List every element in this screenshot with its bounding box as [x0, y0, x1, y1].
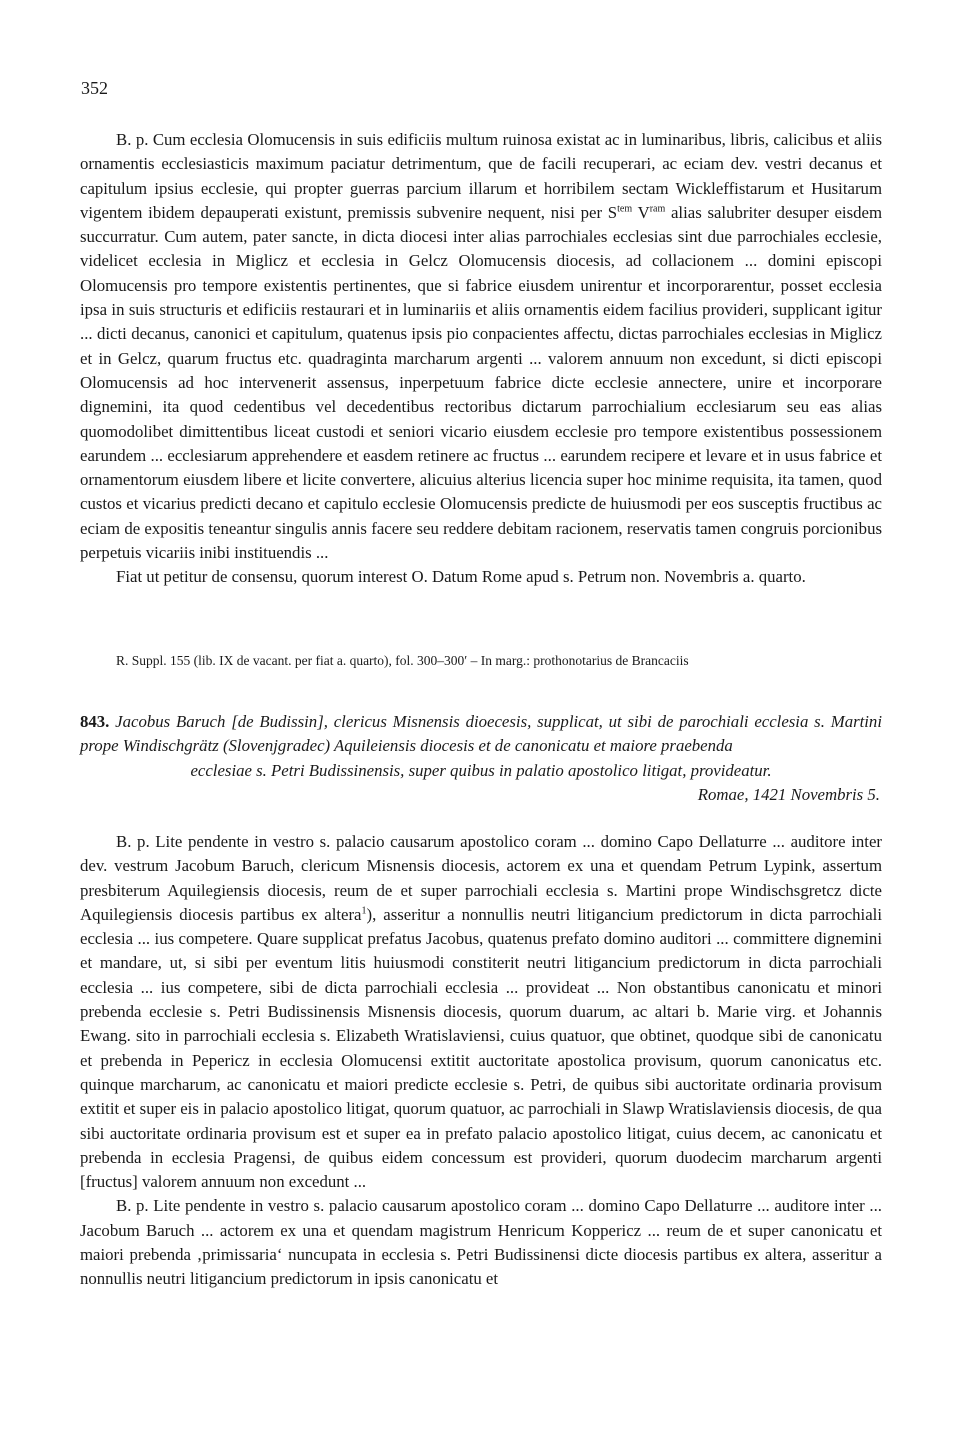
- text-span: alias salubriter desuper eisdem succurratur. Cum autem, pater sancte, in dicta diocesi inter alias parrochiales ecclesias sint due parrochiales ecclesie, videlicet ecclesia in Miglicz et ecclesia in Gelcz Olomucensis diocesis, ad collacionem ... domini episcopi Olomucensis pro tempore existentis pertinentes, que si fabrice eiusdem unirentur et incorporarentur, posset ecclesia ipsa in suis structuris et edificiis restaurari et in luminariis et aliis ornamentis eidem facilius provideri, supplicant igitur ... dicti decanus, canonici et capitulum, quatenus ipsis pio conpacientes affectu, dictas parrochiales ecclesias in Miglicz et in Gelcz, quarum fructus etc. quadraginta marcharum argenti ... valorem annuum non excedunt, si dicti episcopi Olomucensis ad hoc intervenerit assensus, inperpetuum fabrice dicte ecclesie annectere, unire et incorporare dignemini, ita quod cedentibus vel decedentibus rectoribus dictarum parrochialium ecclesiarum seu eas alias quomodolibet dimittentibus liceat custodi et seniori vicario eiusdem ecclesie pro tempore existentibus possessionem earundem ... ecclesiarum apprehendere et easdem retinere ac fructus ... earundem recipere et levare et in usus fabrice et ornamentorum eiusdem libere et licite convertere, alicuius alterius licencia super hoc minime requisita, ita tamen, quod custos et vicarius predicti decano et capitulo ecclesie Olomucensis predicte de huiusmodi per eos susceptis fructibus ac eciam de expositis teneantur singulis annis facere seu reddere debitam racionem, reservatis tamen congruis porcionibus perpetuis vicariis inibi instituendis ...: [80, 202, 882, 563]
- petition-text-block: [80, 128, 882, 590]
- entry-paragraph: [80, 830, 882, 1194]
- entry-date: Romae, 1421 Novembris 5.: [697, 785, 880, 804]
- entry-paragraph: B. p. Lite pendente in vestro s. palacio causarum apostolico coram ... domino Capo Dellaturre ... auditore inter ... Jacobum Baruch ... actorem ex una et quendam magistrum Henricum Koppericz ... reum de et super canonicatu et maiori prebenda ‚primissaria‘ nuncupata in ecclesia s. Petri Budissinensi dicte diocesis partibus ex altera, asseritur a nonnullis neutri litigancium predictorum in ipsis canonicatu et: [80, 1196, 882, 1289]
- fiat-paragraph: Fiat ut petitur de consensu, quorum interest O. Datum Rome apud s. Petrum non. Novembris a. quarto.: [116, 567, 806, 587]
- text-span: ), asseritur a nonnullis neutri litigancium predictorum in dicta parrochiali ecclesia ... ius competere. Quare supplicat prefatus Jacobus, quatenus prefato domino auditori ... committere dignemini et mandare, ut, si sibi per eventum litis huiusmodi constiterit neutri litigancium predictorum in dicta parrochiali ecclesia ... ius competere, sibi de dicta parrochiali ecclesia ... provideat ... Non obstantibus canonicatu et minori prebenda ecclesie s. Petri Budissinensis Misnensis diocesis, quorum duarum, ac altari b. Marie virg. et Johannis Ewang. sito in parrochiali ecclesia s. Elizabeth Wratislaviensi, cuius quatuor, que obtinet, quodque sibi de canonicatu et prebenda in Pepericz in ecclesia Olomucensi extitit auctoritate apostolica provisum, quorum canonicatus etc. quinque marcharum, ac canonicatu et maiori predicte ecclesie s. Petri, de quibus sibi auctoritate ordinaria provisum extitit et super eis in palacio apostolico litigat, quorum quatuor, ac parrochiali in Slawp Wratislaviensis diocesis, de qua sibi auctoritate ordinaria provisum est et super ea in prefato palacio apostolico litigat, cuius decem, ac canonicatu et prebenda in ecclesia Pragensi, de quibus eidem concessum est provideri, quorum duodecim marcharum argenti [fructus] valorem annuum non excedunt ...: [80, 904, 882, 1192]
- entry-number: 843.: [80, 712, 110, 731]
- superscript: tem: [617, 203, 633, 215]
- entry-summary-center: ecclesiae s. Petri Budissinensis, super quibus in palatio apostolico litigat, provideatur.: [190, 760, 772, 780]
- source-note: R. Suppl. 155 (lib. IX de vacant. per fiat a. quarto), fol. 300–300′ – In marg.: prothonotarius de Brancaciis: [116, 653, 689, 668]
- text-span: B. p. Cum ecclesia Olomucensis in suis edificiis multum ruinosa existat ac in luminaribus, libris, calicibus et aliis ornamentis ecclesiasticis maximum paciatur detrimentum, que de facili recuperari, ac eciam dev. vestri decanus et capitulum ipsius ecclesie, qui propter guerras parcium illarum et horribilem sectam Wickleffistarum et Husitarum vigentem ibidem depauperati existunt, premissis subvenire nequent, nisi per S: [80, 130, 882, 222]
- petition-paragraph: [80, 128, 882, 565]
- superscript: ram: [649, 203, 666, 215]
- page-number: 352: [81, 78, 108, 98]
- footnote-marker: 1: [361, 905, 367, 917]
- entry-heading: [80, 710, 882, 783]
- text-span: V: [632, 202, 650, 222]
- entry-text-block: [80, 830, 882, 1292]
- entry-summary: Jacobus Baruch [de Budissin], clericus Misnensis dioecesis, supplicat, ut sibi de parochiali ecclesia s. Martini prope Windischgrätz (Slovenjgradec) Aquileiensis diocesis et de canonicatu et maiore praebenda: [80, 712, 882, 756]
- text-span: B. p. Lite pendente in vestro s. palacio causarum apostolico coram ... domino Capo Dellaturre ... auditore inter dev. vestrum Jacobum Baruch, clericum Misnensis diocesis, actorem ex una et quendam Petrum Lypink, assertum presbiterum Aquilegiensis diocesis, reum de et super parrochiali ecclesia s. Martini prope Windischsgretcz dicte Aquilegiensis diocesis partibus ex altera: [80, 832, 882, 924]
